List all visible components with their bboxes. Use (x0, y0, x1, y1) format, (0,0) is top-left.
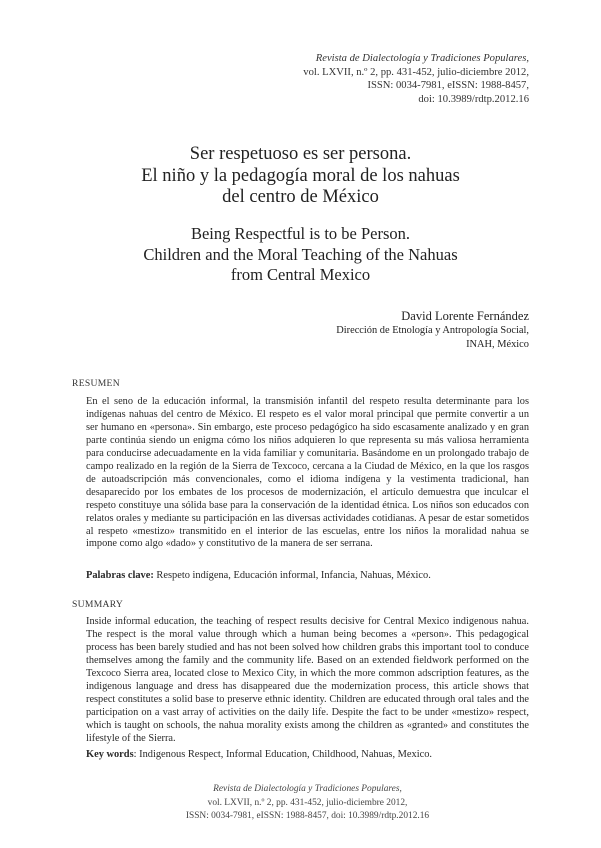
title-es-line: Ser respetuoso es ser persona. (189, 144, 412, 164)
title-spanish (80, 144, 521, 209)
keywords-list: : Indigenous Respect, Informal Education, Childhood, Nahuas, Mexico. (133, 749, 433, 760)
footer-line (86, 783, 529, 810)
title-en-line: Children and the Moral Teaching of the Nahuas (143, 244, 458, 264)
resumen-text: En el seno de la educación informal, la transmisión infantil del respeto resulta determinante para los indígenas nahuas del centro de México. El respeto es el valor moral principal que permite convertir a un ser humano en «persona». Sin embargo, este proceso pedagógico ha sido escasamente analizado y en gran parte continúa siendo un enigma cómo los niños adquieren lo que representa su más valiosa herramienta para conducirse adecuadamente en la vida familiar y comunitaria. Basándome en un prolongado trabajo de campo realizado en la región de la Sierra de Texcoco, cercana a la Ciudad de México, en la que los rasgos de autoadscripción más convencionales, como el idioma indígena y la vestimenta tradicional, han desaparecido por los embates de los procesos de modernización, el artículo demuestra que inculcar el respeto constituye una sólida base para la conservación de la identidad étnica. Los niños son educados con relatos orales y mediante su participación en las diversas actividades cotidianas. A pesar de estar sometidos al respeto «mestizo» transmitido en el interior de las escuelas, entre los niños la moralidad nahua se impone como algo «dado» y constitutivo de la manera de ser serrana. (86, 396, 529, 550)
journal-header (199, 52, 529, 107)
author-name: David Lorente Fernández (401, 309, 529, 323)
author-block (209, 308, 529, 351)
palabras-clave (86, 569, 531, 582)
title-es-line: El niño y la pedagogía moral de los nahuas (141, 165, 460, 186)
keywords-label: Palabras clave: (86, 570, 154, 581)
author-affiliation: Dirección de Etnología y Antropología Social, (336, 325, 529, 336)
journal-name: Revista de Dialectología y Tradiciones Populares, (315, 53, 529, 64)
page-footer (86, 783, 529, 824)
footer-issn: ISSN: 0034-7981, eISSN: 1988-8457, doi: 10.3989/rdtp.2012.16 (185, 811, 430, 821)
title-english (80, 224, 521, 286)
summary-text: Inside informal education, the teaching of respect results decisive for Central Mexico indigenous nahua. The respect is the moral value through which a human being becomes a «person». This pedagogical process has been barely studied and has not been solved how children grabs this important tool to conduce themselves among the family and the community life. Based on an extended fieldwork performed on the Texcoco Sierra area, located close to Mexico City, in which the more common adscription features, as the indigenous language and dress has disappeared due the modernization process, this article shows that respect constitutes a solid base to preserve ethnic identity. Children are educated through oral tales and the participation on a vast array of activities on the daily life. Despite the fact to be under «mestizo» respect, which is taught on schools, the nahua morality exists among the children as «granted» and constitutes the lifestyle of the Sierra. (86, 616, 529, 744)
key-words (86, 748, 531, 761)
footer-journal: Revista de Dialectología y Tradiciones Populares, (213, 784, 402, 794)
resumen-heading: RESUMEN (72, 378, 120, 389)
title-en-line: from Central Mexico (230, 265, 371, 284)
keywords-list: Respeto indígena, Educación informal, Infancia, Nahuas, México. (153, 570, 431, 581)
title-en-line: Being Respectful is to be Person. (190, 224, 411, 243)
journal-doi: doi: 10.3989/rdtp.2012.16 (418, 94, 529, 106)
summary-heading: SUMMARY (72, 599, 124, 610)
author-affiliation: INAH, México (466, 338, 529, 350)
keywords-label: Key words (86, 749, 134, 760)
title-es-line: del centro de México (222, 187, 379, 207)
footer-volume: vol. LXVII, n.º 2, pp. 431-452, julio-diciembre 2012, (207, 797, 408, 808)
journal-issn: ISSN: 0034-7981, eISSN: 1988-8457, (367, 80, 529, 92)
journal-volume: vol. LXVII, n.º 2, pp. 431-452, julio-diciembre 2012, (303, 66, 529, 78)
